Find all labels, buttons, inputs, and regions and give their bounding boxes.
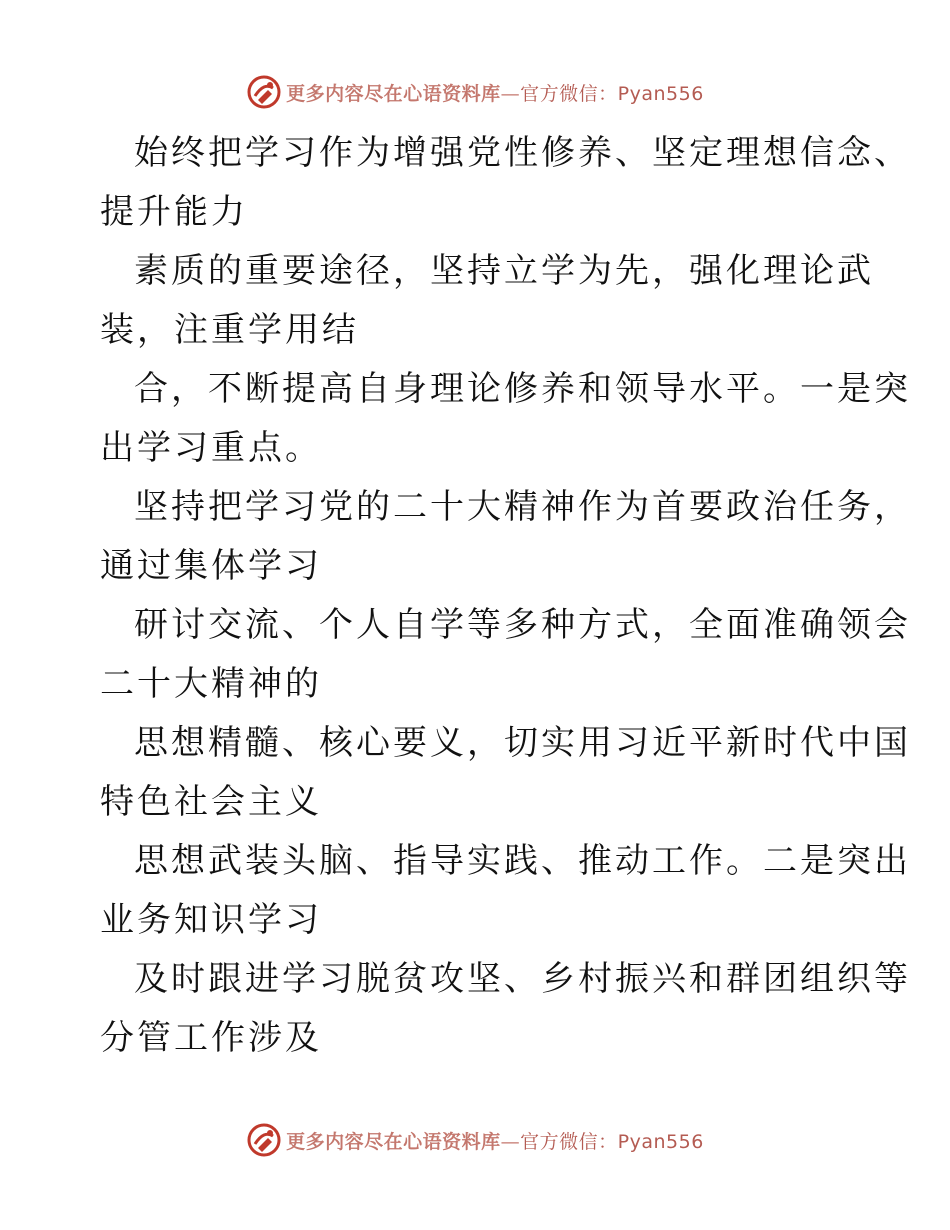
body-line: 分管工作涉及 <box>100 1018 322 1058</box>
body-line: 思想精髓、核心要义，切实用习近平新时代中国 <box>134 723 911 763</box>
body-line: 出学习重点。 <box>100 428 322 468</box>
red-seal-book-icon <box>246 74 282 110</box>
footer-wechat: 官方微信：Pyan556 <box>520 1130 704 1153</box>
body-line: 提升能力 <box>100 192 248 232</box>
header-separator: — <box>500 82 521 105</box>
body-line: 合，不断提高自身理论修养和领导水平。一是突 <box>134 369 911 409</box>
body-line: 研讨交流、个人自学等多种方式，全面准确领会 <box>134 605 911 645</box>
footer-text <box>286 1127 704 1154</box>
footer-separator: — <box>500 1130 521 1153</box>
body-line: 思想武装头脑、指导实践、推动工作。二是突出 <box>134 841 911 881</box>
body-line: 坚持把学习党的二十大精神作为首要政治任务， <box>134 487 911 527</box>
footer-banner <box>0 1120 950 1160</box>
body-line: 装，注重学用结 <box>100 310 359 350</box>
footer-brand: 更多内容尽在心语资料库 <box>286 1130 501 1153</box>
body-line: 通过集体学习 <box>100 546 322 586</box>
body-line: 及时跟进学习脱贫攻坚、乡村振兴和群团组织等 <box>134 959 911 999</box>
header-banner <box>0 72 950 112</box>
header-wechat: 官方微信：Pyan556 <box>520 82 704 105</box>
header-brand: 更多内容尽在心语资料库 <box>286 82 501 105</box>
body-line: 业务知识学习 <box>100 900 322 940</box>
red-seal-book-icon <box>246 1122 282 1158</box>
body-line: 始终把学习作为增强党性修养、坚定理想信念、 <box>134 133 911 173</box>
header-text <box>286 79 704 106</box>
body-line: 特色社会主义 <box>100 782 322 822</box>
body-line: 二十大精神的 <box>100 664 322 704</box>
body-line: 素质的重要途径，坚持立学为先，强化理论武 <box>134 251 874 291</box>
document-body <box>100 124 911 1068</box>
